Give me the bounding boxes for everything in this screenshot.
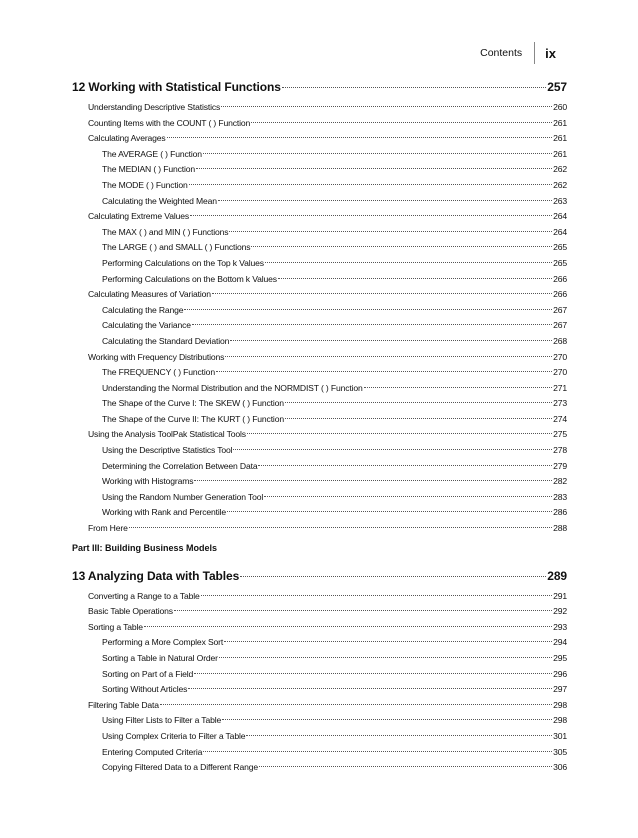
dot-leader	[224, 641, 552, 642]
dot-leader	[285, 418, 552, 419]
entry-page: 271	[553, 382, 567, 393]
table-of-contents	[72, 80, 567, 778]
entry-page: 297	[553, 684, 567, 695]
entry-page: 270	[553, 351, 567, 362]
entry-page: 306	[553, 762, 567, 773]
entry-title: Understanding Descriptive Statistics	[88, 102, 221, 112]
toc-subentry[interactable]	[72, 164, 567, 180]
entry-title: Calculating Averages	[88, 133, 166, 144]
entry-title: Basic Table Operations	[88, 606, 173, 617]
toc-subentry[interactable]	[72, 274, 567, 290]
entry-page: 267	[553, 304, 567, 315]
dot-leader	[192, 324, 552, 325]
entry-page: 279	[553, 460, 567, 471]
entry-title: Filtering Table Data	[88, 699, 159, 710]
entry-title: The AVERAGE ( ) Function	[102, 148, 202, 159]
entry-page: 273	[553, 398, 567, 409]
dot-leader	[258, 465, 552, 466]
entry-title: Calculating the Variance	[102, 320, 191, 331]
entry-page: 301	[553, 730, 567, 741]
toc-entry[interactable]	[72, 211, 567, 227]
toc-subentry[interactable]	[72, 242, 567, 258]
toc-entry[interactable]	[72, 591, 567, 607]
entry-title: Using the Analysis ToolPak Statistical Tools	[88, 429, 246, 440]
toc-subentry[interactable]	[72, 258, 567, 274]
toc-subentry[interactable]	[72, 305, 567, 321]
entry-title: The LARGE ( ) and SMALL ( ) Functions	[102, 242, 251, 253]
entry-page: 278	[553, 445, 567, 456]
entry-page: 296	[553, 668, 567, 679]
entry-title: Sorting on Part of a Field	[102, 668, 194, 679]
toc-subentry[interactable]	[72, 398, 567, 414]
toc-entry[interactable]	[72, 606, 567, 622]
entry-title: Using Filter Lists to Filter a Table	[102, 715, 222, 726]
toc-subentry[interactable]	[72, 383, 567, 399]
part-heading	[72, 543, 567, 559]
dot-leader	[227, 511, 552, 512]
running-header	[480, 44, 556, 62]
toc-subentry[interactable]	[72, 684, 567, 700]
toc-subentry[interactable]	[72, 492, 567, 508]
dot-leader	[265, 262, 552, 263]
dot-leader	[240, 576, 546, 577]
chapter-page: 289	[547, 568, 567, 583]
toc-subentry[interactable]	[72, 461, 567, 477]
dot-leader	[251, 246, 552, 247]
dot-leader	[129, 527, 552, 528]
entry-page: 305	[553, 746, 567, 757]
toc-subentry[interactable]	[72, 507, 567, 523]
entry-title: Working with Frequency Distributions	[88, 351, 225, 362]
header-page-number: ix	[545, 45, 556, 61]
entry-page: 288	[553, 523, 567, 534]
entry-title: From Here	[88, 523, 128, 534]
entry-page: 294	[553, 637, 567, 648]
dot-leader	[246, 735, 552, 736]
chapter-page: 257	[547, 80, 567, 94]
entry-page: 264	[553, 226, 567, 237]
toc-entry[interactable]	[72, 429, 567, 445]
dot-leader	[190, 215, 552, 216]
chapter-title: 12 Working with Statistical Functions	[72, 80, 281, 94]
dot-leader	[364, 387, 553, 388]
toc-subentry[interactable]	[72, 367, 567, 383]
dot-leader	[229, 231, 552, 232]
dot-leader	[167, 137, 553, 138]
dot-leader	[247, 433, 552, 434]
toc-entry[interactable]	[72, 622, 567, 638]
entry-page: 261	[553, 117, 567, 128]
toc-subentry[interactable]	[72, 762, 567, 778]
dot-leader	[194, 480, 552, 481]
entry-title: Performing Calculations on the Top k Values	[102, 257, 264, 268]
toc-subentry[interactable]	[72, 747, 567, 763]
entry-page: 261	[553, 133, 567, 144]
entry-page: 267	[553, 320, 567, 331]
entry-title: The MODE ( ) Function	[102, 179, 188, 190]
dot-leader	[160, 704, 552, 705]
entry-title: Working with Histograms	[102, 476, 194, 487]
entry-page: 298	[553, 715, 567, 726]
toc-subentry[interactable]	[72, 731, 567, 747]
entry-title: Performing a More Complex Sort	[102, 637, 224, 648]
entry-title: The MEDIAN ( ) Function	[102, 164, 196, 175]
dot-leader	[259, 766, 552, 767]
dot-leader	[188, 688, 552, 689]
entry-title: Using Complex Criteria to Filter a Table	[102, 730, 246, 741]
toc-entry[interactable]	[72, 289, 567, 305]
dot-leader	[278, 278, 552, 279]
entry-title: Calculating Extreme Values	[88, 211, 190, 222]
dot-leader	[221, 106, 552, 107]
entry-title: Sorting a Table	[88, 621, 143, 632]
dot-leader	[184, 309, 552, 310]
entry-title: Determining the Correlation Between Data	[102, 460, 258, 471]
dot-leader	[189, 184, 552, 185]
entry-page: 292	[553, 606, 567, 617]
toc-subentry[interactable]	[72, 414, 567, 430]
toc-entry[interactable]	[72, 700, 567, 716]
entry-page: 293	[553, 621, 567, 632]
dot-leader	[219, 657, 552, 658]
toc-entry[interactable]	[72, 118, 567, 134]
dot-leader	[264, 496, 552, 497]
entry-title: Counting Items with the COUNT ( ) Function	[88, 117, 251, 128]
chapter-12-entry[interactable]	[72, 80, 567, 100]
entry-page: 265	[553, 257, 567, 268]
toc-subentry[interactable]	[72, 149, 567, 165]
entry-title: The FREQUENCY ( ) Function	[102, 367, 215, 378]
entry-page: 283	[553, 491, 567, 502]
entry-page: 263	[553, 195, 567, 206]
entry-page: 266	[553, 289, 567, 300]
dot-leader	[196, 168, 552, 169]
entry-title: Entering Computed Criteria	[102, 746, 203, 757]
toc-subentry[interactable]	[72, 180, 567, 196]
entry-title: Using the Descriptive Statistics Tool	[102, 445, 233, 456]
entry-title: Using the Random Number Generation Tool	[102, 491, 264, 502]
dot-leader	[222, 719, 552, 720]
entry-title: Calculating the Weighted Mean	[102, 195, 217, 206]
chapter-title: 13 Analyzing Data with Tables	[72, 568, 240, 583]
chapter-13-entry[interactable]	[72, 569, 567, 589]
entry-title: The Shape of the Curve I: The SKEW ( ) Function	[102, 398, 284, 409]
entry-page: 268	[553, 335, 567, 346]
dot-leader	[212, 293, 552, 294]
entry-title: Sorting a Table in Natural Order	[102, 653, 218, 663]
toc-entry[interactable]	[72, 523, 567, 539]
entry-page: 275	[553, 429, 567, 440]
entry-page: 282	[553, 476, 567, 487]
dot-leader	[144, 626, 552, 627]
toc-entry[interactable]	[72, 133, 567, 149]
entry-title: Converting a Range to a Table	[88, 590, 200, 601]
toc-subentry[interactable]	[72, 476, 567, 492]
entry-title: Calculating the Standard Deviation	[102, 335, 230, 346]
dot-leader	[233, 449, 552, 450]
dot-leader	[194, 673, 552, 674]
toc-subentry[interactable]	[72, 669, 567, 685]
entry-title: The Shape of the Curve II: The KURT ( ) Function	[102, 413, 284, 424]
entry-page: 266	[553, 273, 567, 284]
part-title: Part III: Building Business Models	[72, 542, 218, 553]
entry-title: Sorting Without Articles	[102, 684, 188, 695]
entry-title: Calculating the Range	[102, 304, 184, 315]
toc-subentry[interactable]	[72, 653, 567, 669]
entry-title: Understanding the Normal Distribution and the NORMDIST ( ) Function	[102, 382, 363, 393]
entry-page: 295	[553, 653, 567, 663]
toc-entry[interactable]	[72, 102, 567, 118]
entry-title: The MAX ( ) and MIN ( ) Functions	[102, 226, 229, 237]
toc-subentry[interactable]	[72, 445, 567, 461]
entry-title: Copying Filtered Data to a Different Range	[102, 762, 258, 773]
dot-leader	[203, 153, 552, 154]
toc-subentry[interactable]	[72, 196, 567, 212]
toc-subentry[interactable]	[72, 637, 567, 653]
toc-subentry[interactable]	[72, 227, 567, 243]
entry-page: 262	[553, 179, 567, 190]
toc-entry[interactable]	[72, 352, 567, 368]
toc-subentry[interactable]	[72, 715, 567, 731]
dot-leader	[225, 356, 552, 357]
entry-page: 270	[553, 367, 567, 378]
entry-title: Calculating Measures of Variation	[88, 289, 211, 300]
dot-leader	[285, 402, 552, 403]
entry-title: Performing Calculations on the Bottom k Values	[102, 273, 277, 284]
entry-title: Working with Rank and Percentile	[102, 507, 227, 518]
dot-leader	[201, 595, 553, 596]
entry-page: 260	[553, 102, 567, 112]
dot-leader	[216, 371, 552, 372]
dot-leader	[230, 340, 552, 341]
entry-page: 291	[553, 590, 567, 601]
dot-leader	[282, 87, 546, 88]
entry-page: 298	[553, 699, 567, 710]
dot-leader	[174, 610, 552, 611]
toc-subentry[interactable]	[72, 320, 567, 336]
entry-page: 261	[553, 148, 567, 159]
entry-page: 264	[553, 211, 567, 222]
toc-subentry[interactable]	[72, 336, 567, 352]
entry-page: 286	[553, 507, 567, 518]
header-section-label: Contents	[480, 47, 523, 59]
header-divider	[534, 42, 535, 64]
dot-leader	[218, 200, 552, 201]
dot-leader	[203, 751, 552, 752]
entry-page: 265	[553, 242, 567, 253]
entry-page: 262	[553, 164, 567, 175]
entry-page: 274	[553, 413, 567, 424]
dot-leader	[251, 122, 552, 123]
